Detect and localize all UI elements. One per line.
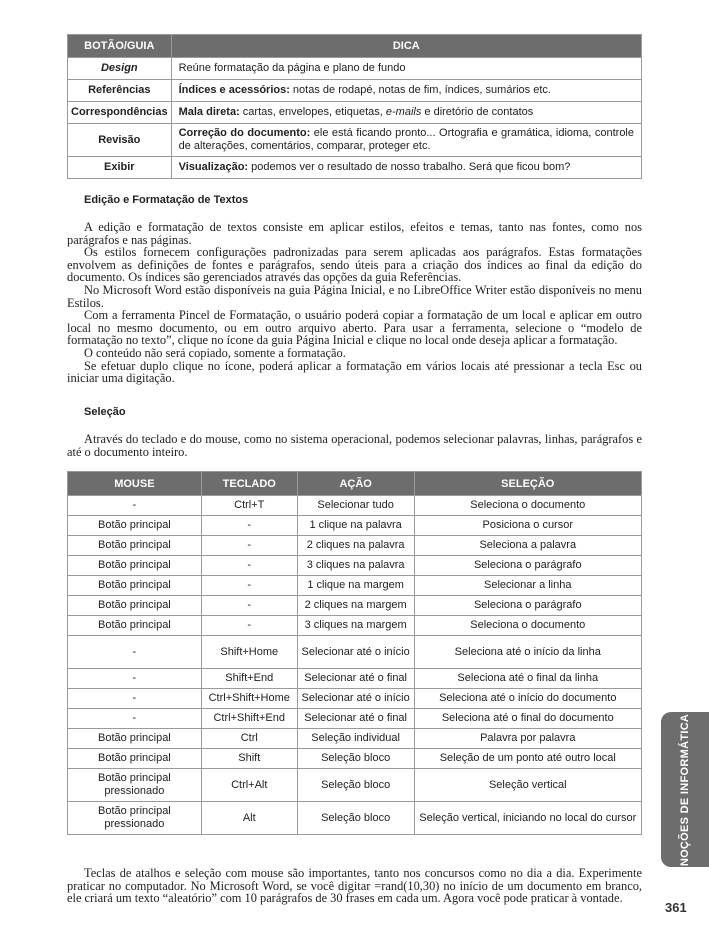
table-row: [68, 102, 642, 124]
keyboard-cell: -: [201, 516, 297, 536]
paragraph: Com a ferramenta Pincel de Formatação, o usuário poderá copiar a formatação de um local e aplicar em outro local no mesmo documento, ou em outro arquivo aberto. Para usar a ferramenta, selecione o “modelo de formatação no texto”, clique no ícone da guia Página Inicial e clique no local onde deseja aplicar a formatação.: [67, 308, 642, 348]
section-heading-selection: Seleção: [84, 406, 126, 418]
action-cell: 3 cliques na margem: [297, 616, 414, 636]
paragraph: Através do teclado e do mouse, como no sistema operacional, podemos selecionar palavras, linhas, parágrafos e até o documento inteiro.: [67, 432, 642, 459]
action-cell: Seleção bloco: [297, 749, 414, 769]
selection-cell: Seleção vertical, iniciando no local do cursor: [414, 802, 641, 835]
table-row: [68, 576, 642, 596]
mouse-cell: Botão principal: [68, 556, 202, 576]
keyboard-cell: Shift: [201, 749, 297, 769]
keyboard-cell: Ctrl: [201, 729, 297, 749]
tab-name-cell: Exibir: [68, 157, 172, 179]
table-row: [68, 124, 642, 157]
tip-bold: Mala direta:: [178, 106, 240, 118]
tip-cell: [171, 102, 641, 124]
table-row: [68, 769, 642, 802]
tip-cell: [171, 80, 641, 102]
tip-text: Reúne formatação da página e plano de fundo: [178, 62, 406, 74]
selection-cell: Seleciona até o início do documento: [414, 689, 641, 709]
table-row: [68, 496, 642, 516]
selection-cell: Selecionar a linha: [414, 576, 641, 596]
tip-text: e diretório de contatos: [421, 106, 534, 118]
tip-text: cartas, envelopes, etiquetas,: [239, 106, 386, 118]
section-body-editing: [67, 221, 642, 385]
tip-cell: [171, 157, 641, 179]
keyboard-cell: Alt: [201, 802, 297, 835]
mouse-cell: Botão principal pressionado: [68, 802, 202, 835]
action-cell: Selecionar até o início: [297, 689, 414, 709]
table-row: [68, 749, 642, 769]
page-number: 361: [665, 900, 687, 915]
tip-text: podemos ver o resultado de nosso trabalho. Será que ficou bom?: [248, 161, 571, 173]
tip-bold: Correção do documento:: [178, 127, 311, 139]
action-cell: 2 cliques na margem: [297, 596, 414, 616]
header-cell: DICA: [171, 35, 641, 58]
paragraph: Os estilos fornecem configurações padronizadas para serem aplicadas aos parágrafos. Estas formatações envolvem as definições de fontes e parágrafos, sendo úteis para a criação dos índices ao final da edição do documento. Os índices são gerenciados através das opções da guia Referências.: [67, 245, 642, 285]
selection-cell: Seleciona até o final da linha: [414, 669, 641, 689]
keyboard-cell: -: [201, 536, 297, 556]
keyboard-cell: Ctrl+Alt: [201, 769, 297, 802]
table-row: [68, 58, 642, 80]
selection-cell: Palavra por palavra: [414, 729, 641, 749]
action-cell: Selecionar até o início: [297, 636, 414, 669]
table-header-row: [68, 472, 642, 496]
mouse-cell: Botão principal: [68, 596, 202, 616]
table-row: [68, 689, 642, 709]
mouse-cell: Botão principal: [68, 729, 202, 749]
action-cell: 1 clique na margem: [297, 576, 414, 596]
keyboard-cell: Ctrl+Shift+End: [201, 709, 297, 729]
mouse-cell: Botão principal: [68, 749, 202, 769]
tab-name-cell: Revisão: [68, 124, 172, 157]
keyboard-cell: Shift+End: [201, 669, 297, 689]
table-row: [68, 516, 642, 536]
mouse-cell: -: [68, 636, 202, 669]
chapter-side-tab: [661, 712, 709, 867]
tip-cell: [171, 58, 641, 80]
section-body-selection: [67, 433, 642, 458]
table-header-row: [68, 35, 642, 58]
selection-cell: Seleciona o documento: [414, 616, 641, 636]
header-cell: SELEÇÃO: [414, 472, 641, 496]
keyboard-cell: -: [201, 556, 297, 576]
mouse-cell: -: [68, 669, 202, 689]
mouse-cell: -: [68, 496, 202, 516]
mouse-cell: Botão principal: [68, 576, 202, 596]
paragraph: O conteúdo não será copiado, somente a formatação.: [84, 345, 346, 360]
ribbon-tips-table: [67, 34, 642, 179]
selection-cell: Seleção vertical: [414, 769, 641, 802]
tab-name-cell: Correspondências: [68, 102, 172, 124]
table-row: [68, 669, 642, 689]
table-row: [68, 596, 642, 616]
header-cell: TECLADO: [201, 472, 297, 496]
chapter-label: NOÇÕES DE INFORMÁTICA: [679, 713, 691, 866]
selection-cell: Seleciona o parágrafo: [414, 596, 641, 616]
keyboard-cell: -: [201, 596, 297, 616]
selection-cell: Seleciona até o final do documento: [414, 709, 641, 729]
table-row: [68, 536, 642, 556]
paragraph: No Microsoft Word estão disponíveis na guia Página Inicial, e no LibreOffice Writer estão disponíveis no menu Estilos.: [67, 282, 642, 310]
keyboard-cell: -: [201, 576, 297, 596]
table-row: [68, 729, 642, 749]
action-cell: Selecionar até o final: [297, 709, 414, 729]
mouse-cell: Botão principal: [68, 616, 202, 636]
action-cell: Seleção bloco: [297, 769, 414, 802]
mouse-cell: -: [68, 689, 202, 709]
paragraph: Se efetuar duplo clique no ícone, poderá aplicar a formatação em vários locais até pressionar a tecla Esc ou iniciar uma digitação.: [67, 358, 642, 386]
mouse-cell: Botão principal: [68, 536, 202, 556]
paragraph: Teclas de atalhos e seleção com mouse são importantes, tanto nos concursos como no dia a dia. Experimente praticar no computador. No Microsoft Word, se você digitar =rand(10,30) no início de um documento em branco, ele criará um texto “aleatório” com 10 parágrafos de 30 frases em cada um. Agora você pode praticar à vontade.: [67, 866, 642, 906]
tip-text: notas de rodapé, notas de fim, índices, sumários etc.: [289, 84, 551, 96]
keyboard-cell: Shift+Home: [201, 636, 297, 669]
table-row: [68, 80, 642, 102]
keyboard-cell: Ctrl+T: [201, 496, 297, 516]
paragraph: A edição e formatação de textos consiste em aplicar estilos, efeitos e temas, tanto nas fontes, como nos parágrafos e nas páginas.: [67, 220, 642, 247]
table-row: [68, 157, 642, 179]
action-cell: 2 cliques na palavra: [297, 536, 414, 556]
selection-table-body: [68, 496, 642, 835]
selection-cell: Seleciona a palavra: [414, 536, 641, 556]
action-cell: Seleção bloco: [297, 802, 414, 835]
header-cell: MOUSE: [68, 472, 202, 496]
table-row: [68, 636, 642, 669]
action-cell: 3 cliques na palavra: [297, 556, 414, 576]
mouse-cell: Botão principal pressionado: [68, 769, 202, 802]
selection-cell: Seleciona o documento: [414, 496, 641, 516]
selection-cell: Posiciona o cursor: [414, 516, 641, 536]
table-row: [68, 709, 642, 729]
mouse-cell: -: [68, 709, 202, 729]
selection-cell: Seleciona o parágrafo: [414, 556, 641, 576]
tip-cell: [171, 124, 641, 157]
action-cell: 1 clique na palavra: [297, 516, 414, 536]
selection-shortcuts-table: [67, 471, 642, 835]
table-row: [68, 802, 642, 835]
table-row: [68, 616, 642, 636]
selection-cell: Seleção de um ponto até outro local: [414, 749, 641, 769]
table-row: [68, 556, 642, 576]
action-cell: Selecionar até o final: [297, 669, 414, 689]
keyboard-cell: -: [201, 616, 297, 636]
closing-section: [67, 867, 642, 905]
action-cell: Seleção individual: [297, 729, 414, 749]
header-cell: AÇÃO: [297, 472, 414, 496]
selection-cell: Seleciona até o início da linha: [414, 636, 641, 669]
tab-name-cell: Referências: [68, 80, 172, 102]
tip-italic: e-mails: [385, 106, 422, 118]
keyboard-cell: Ctrl+Shift+Home: [201, 689, 297, 709]
tab-name-cell: Design: [68, 58, 172, 80]
header-cell: BOTÃO/GUIA: [68, 35, 172, 58]
tip-bold: Índices e acessórios:: [178, 84, 290, 96]
tip-text: ele está ficando pronto... Ortografia e gramática, idioma, controle de alterações, comentários, comparar, proteger etc.: [178, 127, 634, 152]
tip-bold: Visualização:: [178, 161, 249, 173]
section-heading-editing: Edição e Formatação de Textos: [84, 194, 249, 206]
action-cell: Selecionar tudo: [297, 496, 414, 516]
mouse-cell: Botão principal: [68, 516, 202, 536]
